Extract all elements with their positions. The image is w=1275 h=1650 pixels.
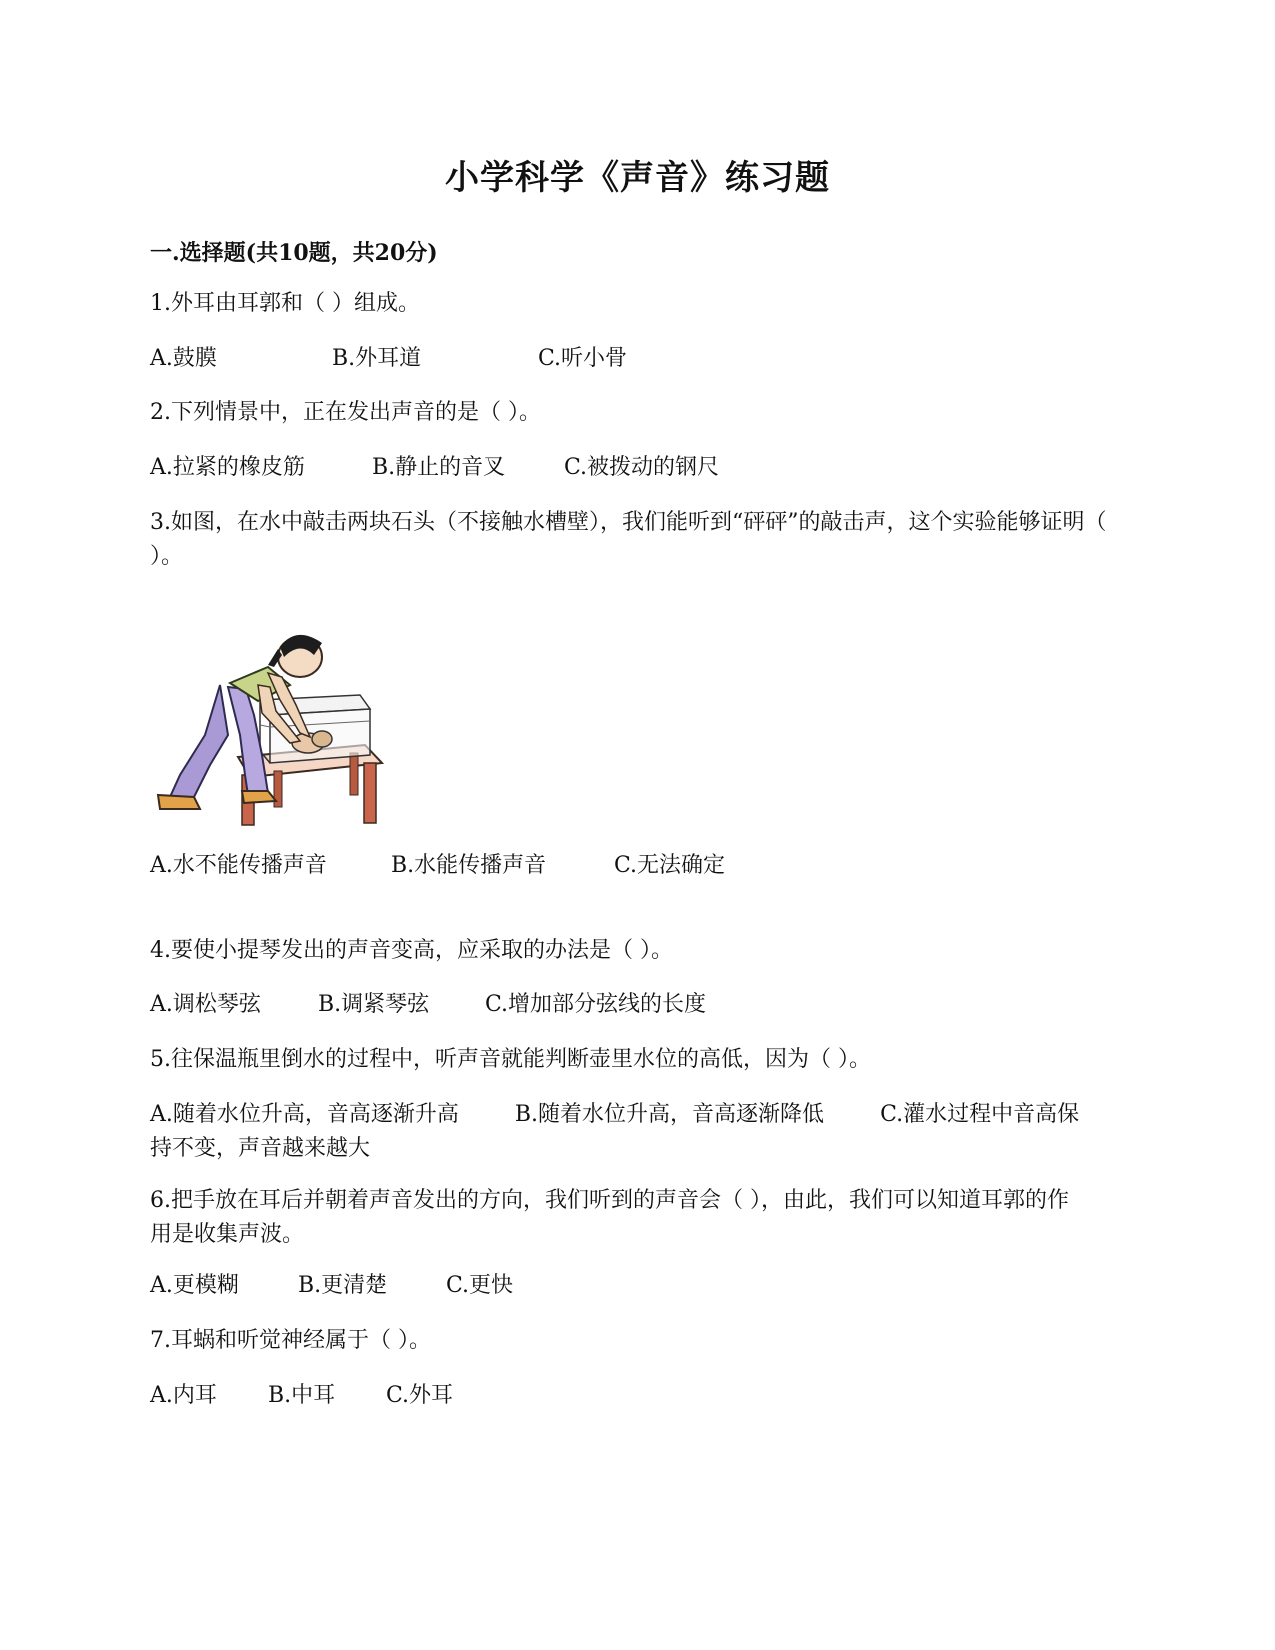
question-3-stem: 3.如图，在水中敲击两块石头（不接触水槽壁），我们能听到“砰砰”的敲击声，这个实验能够证明（ ）。 (150, 510, 1107, 569)
question-2-stem: 2.下列情景中，正在发出声音的是（ ）。 (150, 400, 541, 425)
question-4-stem: 4.要使小提琴发出的声音变高，应采取的办法是（ ）。 (150, 938, 673, 963)
option-b: B.外耳道 (332, 346, 422, 371)
option-a: A.拉紧的橡皮筋 (150, 455, 305, 480)
section-heading: 一.选择题(共10题，共20分) (150, 240, 438, 266)
option-c: C.外耳 (386, 1383, 454, 1408)
question-1-options (150, 342, 1130, 376)
question-7-options (150, 1379, 1130, 1413)
question-1-stem: 1.外耳由耳郭和（ ）组成。 (150, 291, 420, 316)
question-6-options (150, 1269, 1130, 1303)
question-4-options (150, 988, 1130, 1022)
page-title: 小学科学《声音》练习题 (445, 158, 830, 198)
option-a: A.调松琴弦 (150, 992, 261, 1017)
option-c: C.被拨动的钢尺 (564, 455, 720, 480)
question-7-stem: 7.耳蜗和听觉神经属于（ ）。 (150, 1328, 431, 1353)
question-3-options (150, 849, 1130, 883)
child-striking-stones-in-water-tank-illustration (150, 625, 400, 840)
option-c: C.无法确定 (614, 853, 726, 878)
option-a: A.水不能传播声音 (150, 853, 327, 878)
option-c: C.更快 (446, 1273, 514, 1298)
option-b: B.更清楚 (298, 1273, 388, 1298)
option-c: C.增加部分弦线的长度 (485, 992, 707, 1017)
option-b: B.调紧琴弦 (318, 992, 430, 1017)
option-a: A.随着水位升高，音高逐渐升高 (150, 1102, 459, 1127)
question-6-stem: 6.把手放在耳后并朝着声音发出的方向，我们听到的声音会（ ），由此，我们可以知道耳郭的作用是收集声波。 (150, 1188, 1069, 1247)
option-a: A.内耳 (150, 1383, 217, 1408)
option-b: B.随着水位升高，音高逐渐降低 (514, 1102, 825, 1127)
option-a: A.更模糊 (150, 1273, 239, 1298)
option-b: B.中耳 (268, 1383, 336, 1408)
question-5-stem: 5.往保温瓶里倒水的过程中，听声音就能判断壶里水位的高低，因为（ ）。 (150, 1047, 871, 1072)
question-2-options (150, 451, 1130, 485)
option-c: C.听小骨 (538, 346, 628, 371)
question-5-options (150, 1098, 1090, 1166)
option-c: C.灌水过程中音高保持不变，声音越来越大 (150, 1102, 1080, 1161)
option-b: B.水能传播声音 (391, 853, 547, 878)
option-a: A.鼓膜 (150, 346, 217, 371)
option-b: B.静止的音叉 (372, 455, 506, 480)
